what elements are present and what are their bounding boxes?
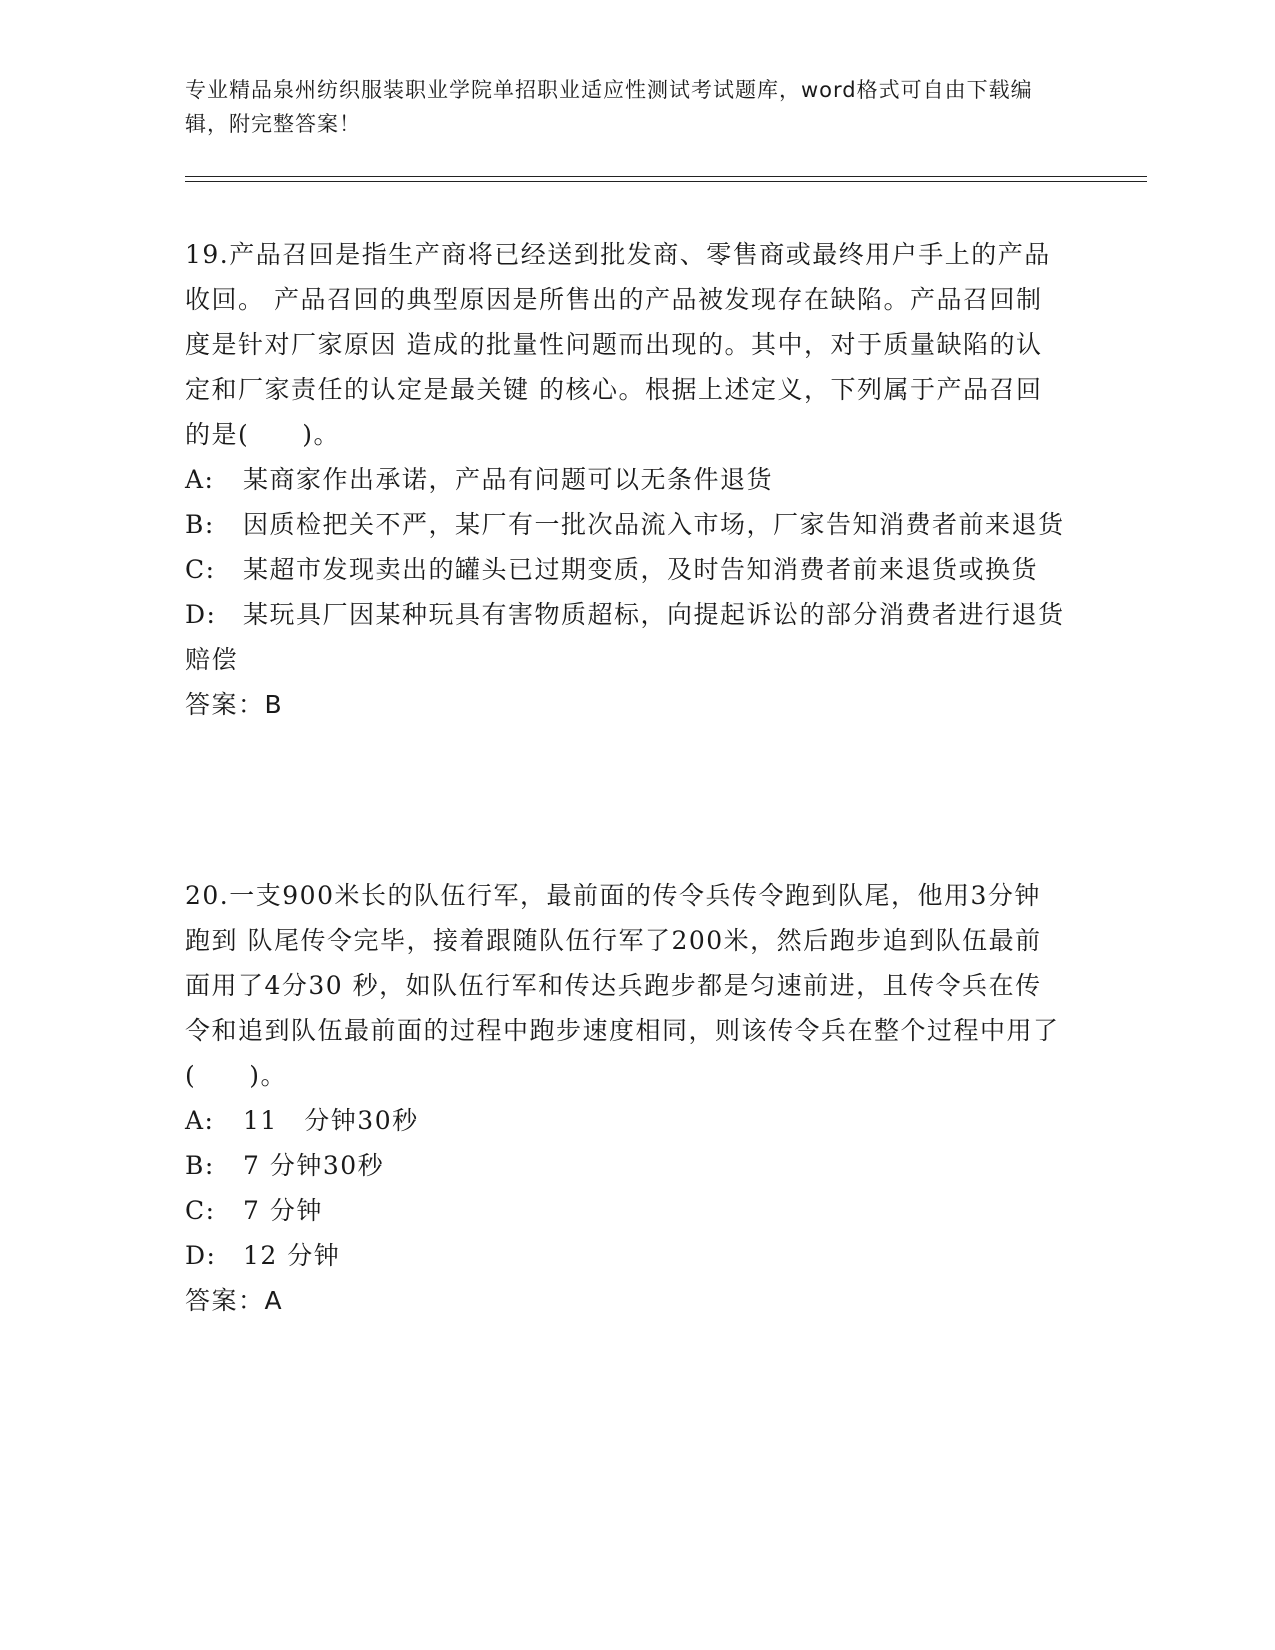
option-letter: A: [185,465,215,494]
option-text: 7 分钟 [243,1196,323,1225]
question-20 [185,873,1065,1323]
option-letter: C: [185,1196,216,1225]
option-a [185,1098,1065,1143]
option-text: 11 分钟30秒 [243,1106,419,1135]
option-text: 7 分钟30秒 [243,1151,385,1180]
option-text: 某超市发现卖出的罐头已过期变质，及时告知消费者前来退货或换货 [243,555,1039,584]
option-text: 某玩具厂因某种玩具有害物质超标，向提起诉讼的部分消费者进行退货赔偿 [185,600,1065,674]
question-stem: 20.一支900米长的队伍行军，最前面的传令兵传令跑到队尾，他用3分钟跑到 队尾传令完毕，接着跟随队伍行军了200米，然后跑步追到队伍最前面用了4分30 秒，如队伍行军和传达兵跑步都是匀速前进，且传令兵在传令和追到队伍最前面的过程中跑步速度相同，则该传令兵在整个过程中用了( )。 [185,881,1060,1090]
option-text: 12 分钟 [243,1241,341,1270]
option-letter: B: [185,1151,215,1180]
document-header: 专业精品泉州纺织服装职业学院单招职业适应性测试考试题库，word格式可自由下载编辑，附完整答案！ [185,78,1033,136]
option-d [185,592,1065,682]
option-a [185,457,1065,502]
header-divider-top [185,176,1147,177]
question-19 [185,232,1065,727]
option-letter: A: [185,1106,215,1135]
option-letter: D: [185,1241,217,1270]
answer: 答案：A [185,1286,284,1315]
option-c [185,1188,1065,1233]
option-letter: B: [185,510,215,539]
option-b [185,502,1065,547]
answer: 答案：B [185,690,284,719]
option-text: 因质检把关不严，某厂有一批次品流入市场，厂家告知消费者前来退货 [243,510,1065,539]
header-divider-bottom [185,181,1147,182]
question-stem: 19.产品召回是指生产商将已经送到批发商、零售商或最终用户手上的产品收回。 产品召回的典型原因是所售出的产品被发现存在缺陷。产品召回制度是针对厂家原因 造成的批量性问题而出现的。其中，对于质量缺陷的认定和厂家责任的认定是最关键 的核心。根据上述定义，下列属于产品召回的是( )。 [185,240,1051,449]
option-b [185,1143,1065,1188]
option-c [185,547,1065,592]
option-d [185,1233,1065,1278]
option-letter: D: [185,600,217,629]
option-text: 某商家作出承诺，产品有问题可以无条件退货 [243,465,774,494]
option-letter: C: [185,555,216,584]
